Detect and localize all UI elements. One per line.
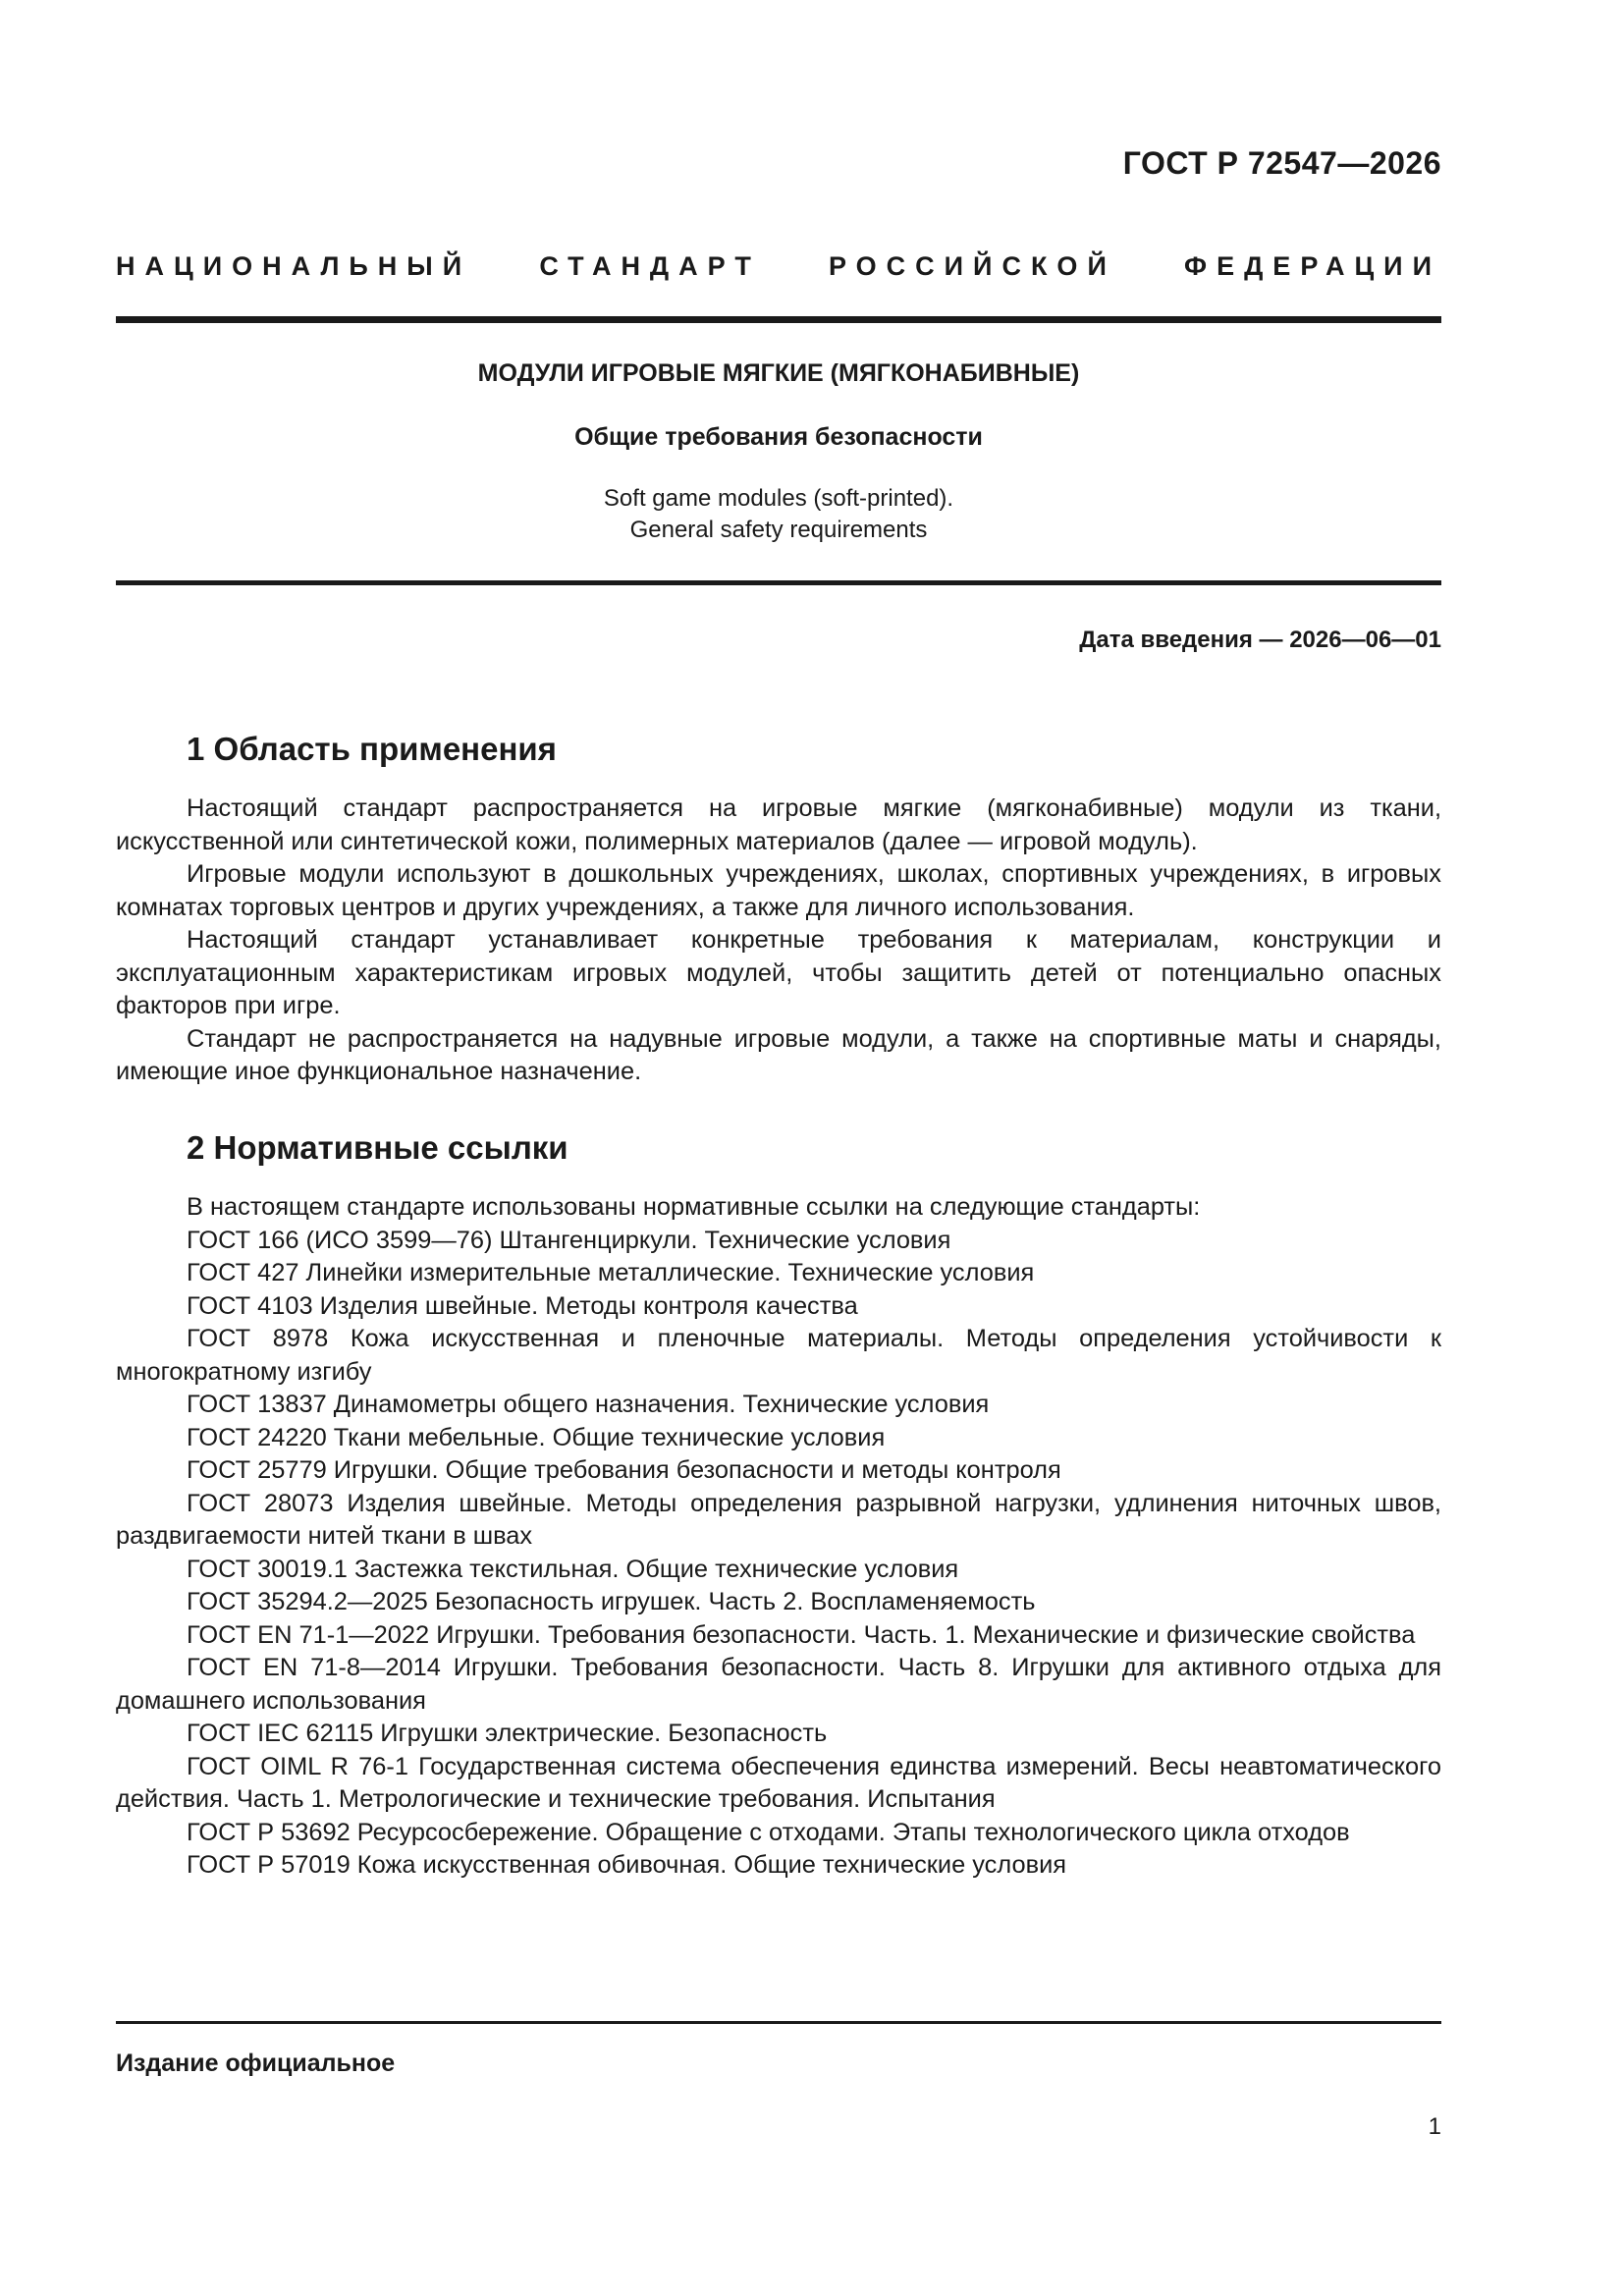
section-1-body bbox=[116, 793, 1441, 1089]
reference-item: ГОСТ 35294.2—2025 Безопасность игрушек. Часть 2. Воспламеняемость bbox=[187, 1588, 1036, 1615]
reference-item: ГОСТ 166 (ИСО 3599—76) Штангенциркули. Технические условия bbox=[187, 1226, 951, 1254]
document-number: ГОСТ Р 72547—2026 bbox=[1122, 145, 1441, 181]
introduction-date: Дата введения — 2026—06—01 bbox=[1079, 627, 1441, 653]
title-divider bbox=[116, 580, 1441, 585]
english-title-line-2: General safety requirements bbox=[629, 517, 928, 543]
page-number: 1 bbox=[1428, 2113, 1441, 2140]
section-2-heading: 2 Нормативные ссылки bbox=[187, 1129, 568, 1166]
reference-item: ГОСТ 4103 Изделия швейные. Методы контроля качества bbox=[187, 1291, 858, 1320]
document-subtitle: Общие требования безопасности bbox=[574, 423, 983, 451]
english-title bbox=[116, 483, 1441, 546]
references-intro: В настоящем стандарте использованы нормативные ссылки на следующие стандарты: bbox=[187, 1193, 1201, 1221]
scope-paragraph: Игровые модули используют в дошкольных учреждениях, школах, спортивных учреждениях, в игровых комнатах торговых центров и других учреждениях, а также для личного использования. bbox=[116, 860, 1441, 921]
scope-paragraph: Настоящий стандарт распространяется на игровые мягкие (мягконабивные) модули из ткани, искусственной или синтетической кожи, полимерных материалов (далее — игровой модуль). bbox=[116, 794, 1441, 855]
section-1-heading: 1 Область применения bbox=[187, 731, 557, 767]
top-divider bbox=[116, 316, 1441, 323]
reference-item: ГОСТ 8978 Кожа искусственная и пленочные материалы. Методы определения устойчивости к многократному изгибу bbox=[116, 1325, 1441, 1386]
reference-item: ГОСТ 24220 Ткани мебельные. Общие технические условия bbox=[187, 1423, 886, 1451]
reference-item: ГОСТ Р 53692 Ресурсосбережение. Обращение с отходами. Этапы технологического цикла отходов bbox=[187, 1818, 1350, 1846]
reference-item: ГОСТ IEC 62115 Игрушки электрические. Безопасность bbox=[187, 1720, 828, 1747]
reference-item: ГОСТ 28073 Изделия швейные. Методы определения разрывной нагрузки, удлинения ниточных швов, раздвигаемости нитей ткани в швах bbox=[116, 1489, 1441, 1550]
section-2-body bbox=[116, 1191, 1441, 1883]
footer-divider bbox=[116, 2021, 1441, 2024]
official-edition-label: Издание официальное bbox=[116, 2050, 396, 2077]
reference-item: ГОСТ 25779 Игрушки. Общие требования безопасности и методы контроля bbox=[187, 1456, 1061, 1484]
english-title-line-1: Soft game modules (soft-printed). bbox=[603, 485, 954, 512]
reference-item: ГОСТ Р 57019 Кожа искусственная обивочная. Общие технические условия bbox=[187, 1851, 1067, 1879]
reference-item: ГОСТ 13837 Динамометры общего назначения. Технические условия bbox=[187, 1391, 990, 1418]
scope-paragraph: Настоящий стандарт устанавливает конкретные требования к материалам, конструкции и эксплуатационным характеристикам игровых модулей, чтобы защитить детей от потенциально опасных факторов при игре. bbox=[116, 926, 1441, 1019]
document-title: МОДУЛИ ИГРОВЫЕ МЯГКИЕ (МЯГКОНАБИВНЫЕ) bbox=[477, 359, 1080, 387]
scope-paragraph: Стандарт не распространяется на надувные игровые модули, а также на спортивные маты и снаряды, имеющие иное функциональное назначение. bbox=[116, 1024, 1441, 1085]
reference-item: ГОСТ EN 71-1—2022 Игрушки. Требования безопасности. Часть. 1. Механические и физические свойства bbox=[187, 1620, 1416, 1649]
standard-type-banner: НАЦИОНАЛЬНЫЙ СТАНДАРТ РОССИЙСКОЙ ФЕДЕРАЦИИ bbox=[116, 251, 1441, 281]
reference-item: ГОСТ 30019.1 Застежка текстильная. Общие технические условия bbox=[187, 1555, 959, 1583]
reference-item: ГОСТ 427 Линейки измерительные металлические. Технические условия bbox=[187, 1259, 1035, 1286]
reference-item: ГОСТ OIML R 76-1 Государственная система обеспечения единства измерений. Весы неавтоматического действия. Часть 1. Метрологические и технические требования. Испытания bbox=[116, 1752, 1441, 1813]
reference-item: ГОСТ EN 71-8—2014 Игрушки. Требования безопасности. Часть 8. Игрушки для активного отдыха для домашнего использования bbox=[116, 1654, 1441, 1715]
